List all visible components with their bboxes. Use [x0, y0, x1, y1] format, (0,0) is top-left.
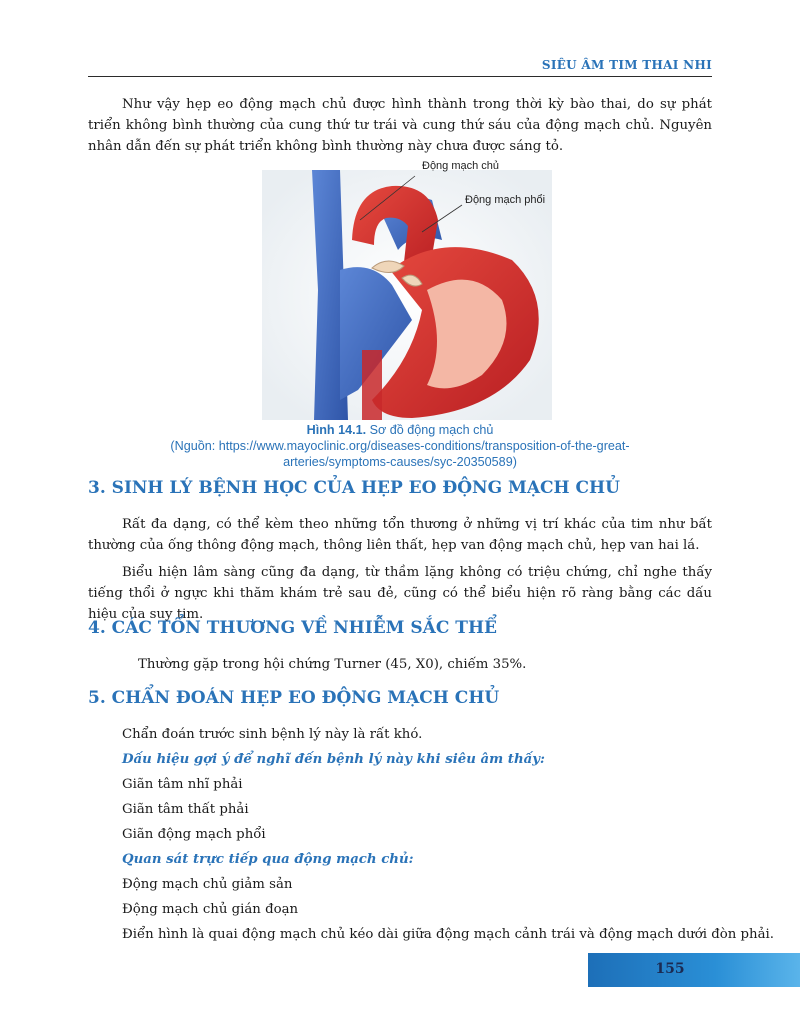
sign-item: Giãn động mạch phổi	[122, 827, 266, 842]
label-aorta: Động mạch chủ	[422, 160, 500, 172]
section-3-paragraph-2: Biểu hiện lâm sàng cũng đa dạng, từ thầm lặng không có triệu chứng, chỉ nghe thấy tiếng thổi ở ngực khi thăm khám trẻ sau đẻ, cũng có thể biểu hiện rõ ràng bằng các dấu hiệu của suy tim.	[88, 565, 712, 622]
section-4-heading: 4. CÁC TỔN THƯƠNG VỀ NHIỄM SẮC THỂ	[88, 618, 497, 638]
direct-item: Động mạch chủ gián đoạn	[122, 902, 299, 917]
direct-item: Điển hình là quai động mạch chủ kéo dài giữa động mạch cảnh trái và động mạch dưới đòn phải.	[122, 927, 775, 942]
page-number: 155	[655, 961, 685, 977]
caption-number: Hình 14.1.	[306, 423, 367, 437]
sign-item: Giãn tâm nhĩ phải	[122, 777, 243, 792]
caption-title-line	[100, 422, 700, 438]
header-rule	[88, 76, 712, 77]
heart-figure	[262, 150, 552, 420]
sign-item: Giãn tâm thất phải	[122, 802, 249, 817]
section-5-intro: Chẩn đoán trước sinh bệnh lý này là rất khó.	[122, 727, 423, 742]
section-3-heading: 3. SINH LÝ BỆNH HỌC CỦA HẸP EO ĐỘNG MẠCH CHỦ	[88, 478, 620, 498]
heart-illustration	[262, 150, 552, 420]
caption-source-line-1: (Nguồn: https://www.mayoclinic.org/diseases-conditions/transposition-of-the-great-	[170, 439, 630, 453]
descending-vessel	[362, 350, 382, 420]
section-4-paragraph-1: Thường gặp trong hội chứng Turner (45, X0), chiếm 35%.	[138, 657, 527, 672]
intro-paragraph: Như vậy hẹp eo động mạch chủ được hình thành trong thời kỳ bào thai, do sự phát triển không bình thường của cung thứ tư trái và cung thứ sáu của động mạch chủ. Nguyên nhân dẫn đến sự phát triển không bình thường này chưa được sáng tỏ.	[88, 97, 712, 154]
label-pulmonary-artery: Động mạch phổi	[465, 194, 546, 206]
figure-caption	[100, 422, 700, 470]
running-head: SIÊU ÂM TIM THAI NHI	[541, 58, 712, 72]
section-3-paragraph-1: Rất đa dạng, có thể kèm theo những tổn thương ở những vị trí khác của tim như bất thường của ống thông động mạch, thông liên thất, hẹp van động mạch chủ, hẹp van hai lá.	[88, 517, 712, 553]
section-5-heading: 5. CHẨN ĐOÁN HẸP EO ĐỘNG MẠCH CHỦ	[88, 688, 500, 708]
direct-item: Động mạch chủ giảm sản	[122, 877, 293, 892]
section-5-subhead-direct: Quan sát trực tiếp qua động mạch chủ:	[122, 852, 414, 867]
caption-source-line-2: arteries/symptoms-causes/syc-20350589)	[283, 455, 517, 469]
section-5-subhead-signs: Dấu hiệu gợi ý để nghĩ đến bệnh lý này khi siêu âm thấy:	[122, 752, 545, 767]
caption-title: Sơ đồ động mạch chủ	[366, 423, 494, 437]
